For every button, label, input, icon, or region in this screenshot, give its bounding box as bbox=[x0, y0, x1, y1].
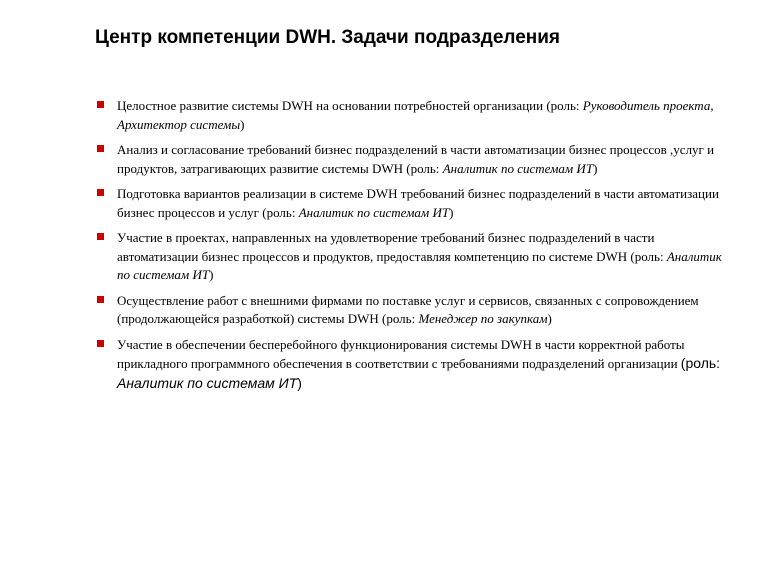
item-close: ) bbox=[547, 311, 552, 326]
list-item bbox=[97, 292, 722, 329]
item-text: Участие в обеспечении бесперебойного функционирования системы DWH в части корректной работы прикладного программного обеспечения в соответствии с требованиями подразделений организации bbox=[117, 336, 685, 371]
red-square-bullet-icon bbox=[97, 296, 104, 303]
list-item bbox=[97, 141, 722, 178]
item-role: Руководитель проекта, Архитектор системы bbox=[117, 98, 714, 132]
item-close: ) bbox=[593, 160, 598, 176]
item-close: ) bbox=[240, 116, 245, 132]
item-close: ) bbox=[297, 374, 302, 391]
item-close: ) bbox=[449, 204, 454, 220]
list-item bbox=[97, 97, 722, 134]
item-role: Менеджер по закупкам bbox=[418, 311, 548, 326]
red-square-bullet-icon bbox=[97, 340, 104, 347]
red-square-bullet-icon bbox=[97, 233, 104, 240]
item-role: Аналитик по системам ИТ bbox=[117, 248, 722, 282]
item-text: Целостное развитие системы DWH на основании потребностей организации (роль: bbox=[117, 98, 583, 113]
item-text: Осуществление работ с внешними фирмами по поставке услуг и сервисов, связанных с сопровождением (продолжающейся разработкой) системы DWH (роль: bbox=[117, 292, 699, 326]
item-text: Анализ и согласование требований бизнес подразделений в части автоматизации бизнес процессов ,услуг и продуктов, затрагивающих развитие системы DWH (роль: bbox=[117, 142, 715, 176]
red-square-bullet-icon bbox=[97, 101, 104, 108]
item-role: Аналитик по системам ИТ bbox=[298, 204, 450, 220]
item-role: Аналитик по системам ИТ bbox=[442, 160, 594, 176]
task-list bbox=[97, 97, 722, 400]
slide-title: Центр компетенции DWH. Задачи подразделения bbox=[95, 27, 561, 48]
item-text: Подготовка вариантов реализации в системе DWH требований бизнес подразделений в части автоматизации бизнес процессов и услуг (роль: bbox=[117, 186, 719, 220]
item-role: Аналитик по системам ИТ bbox=[117, 374, 298, 391]
item-close: ) bbox=[209, 267, 214, 282]
red-square-bullet-icon bbox=[97, 189, 104, 196]
list-item bbox=[97, 229, 722, 285]
list-item bbox=[97, 185, 722, 222]
item-tail-prefix: (роль: bbox=[680, 355, 721, 371]
list-item bbox=[97, 336, 722, 394]
item-text: Участие в проектах, направленных на удовлетворение требований бизнес подразделений в части автоматизации бизнес процессов и продуктов, предоставляя компетенцию по системе DWH (роль: bbox=[117, 230, 667, 264]
red-square-bullet-icon bbox=[97, 145, 104, 152]
